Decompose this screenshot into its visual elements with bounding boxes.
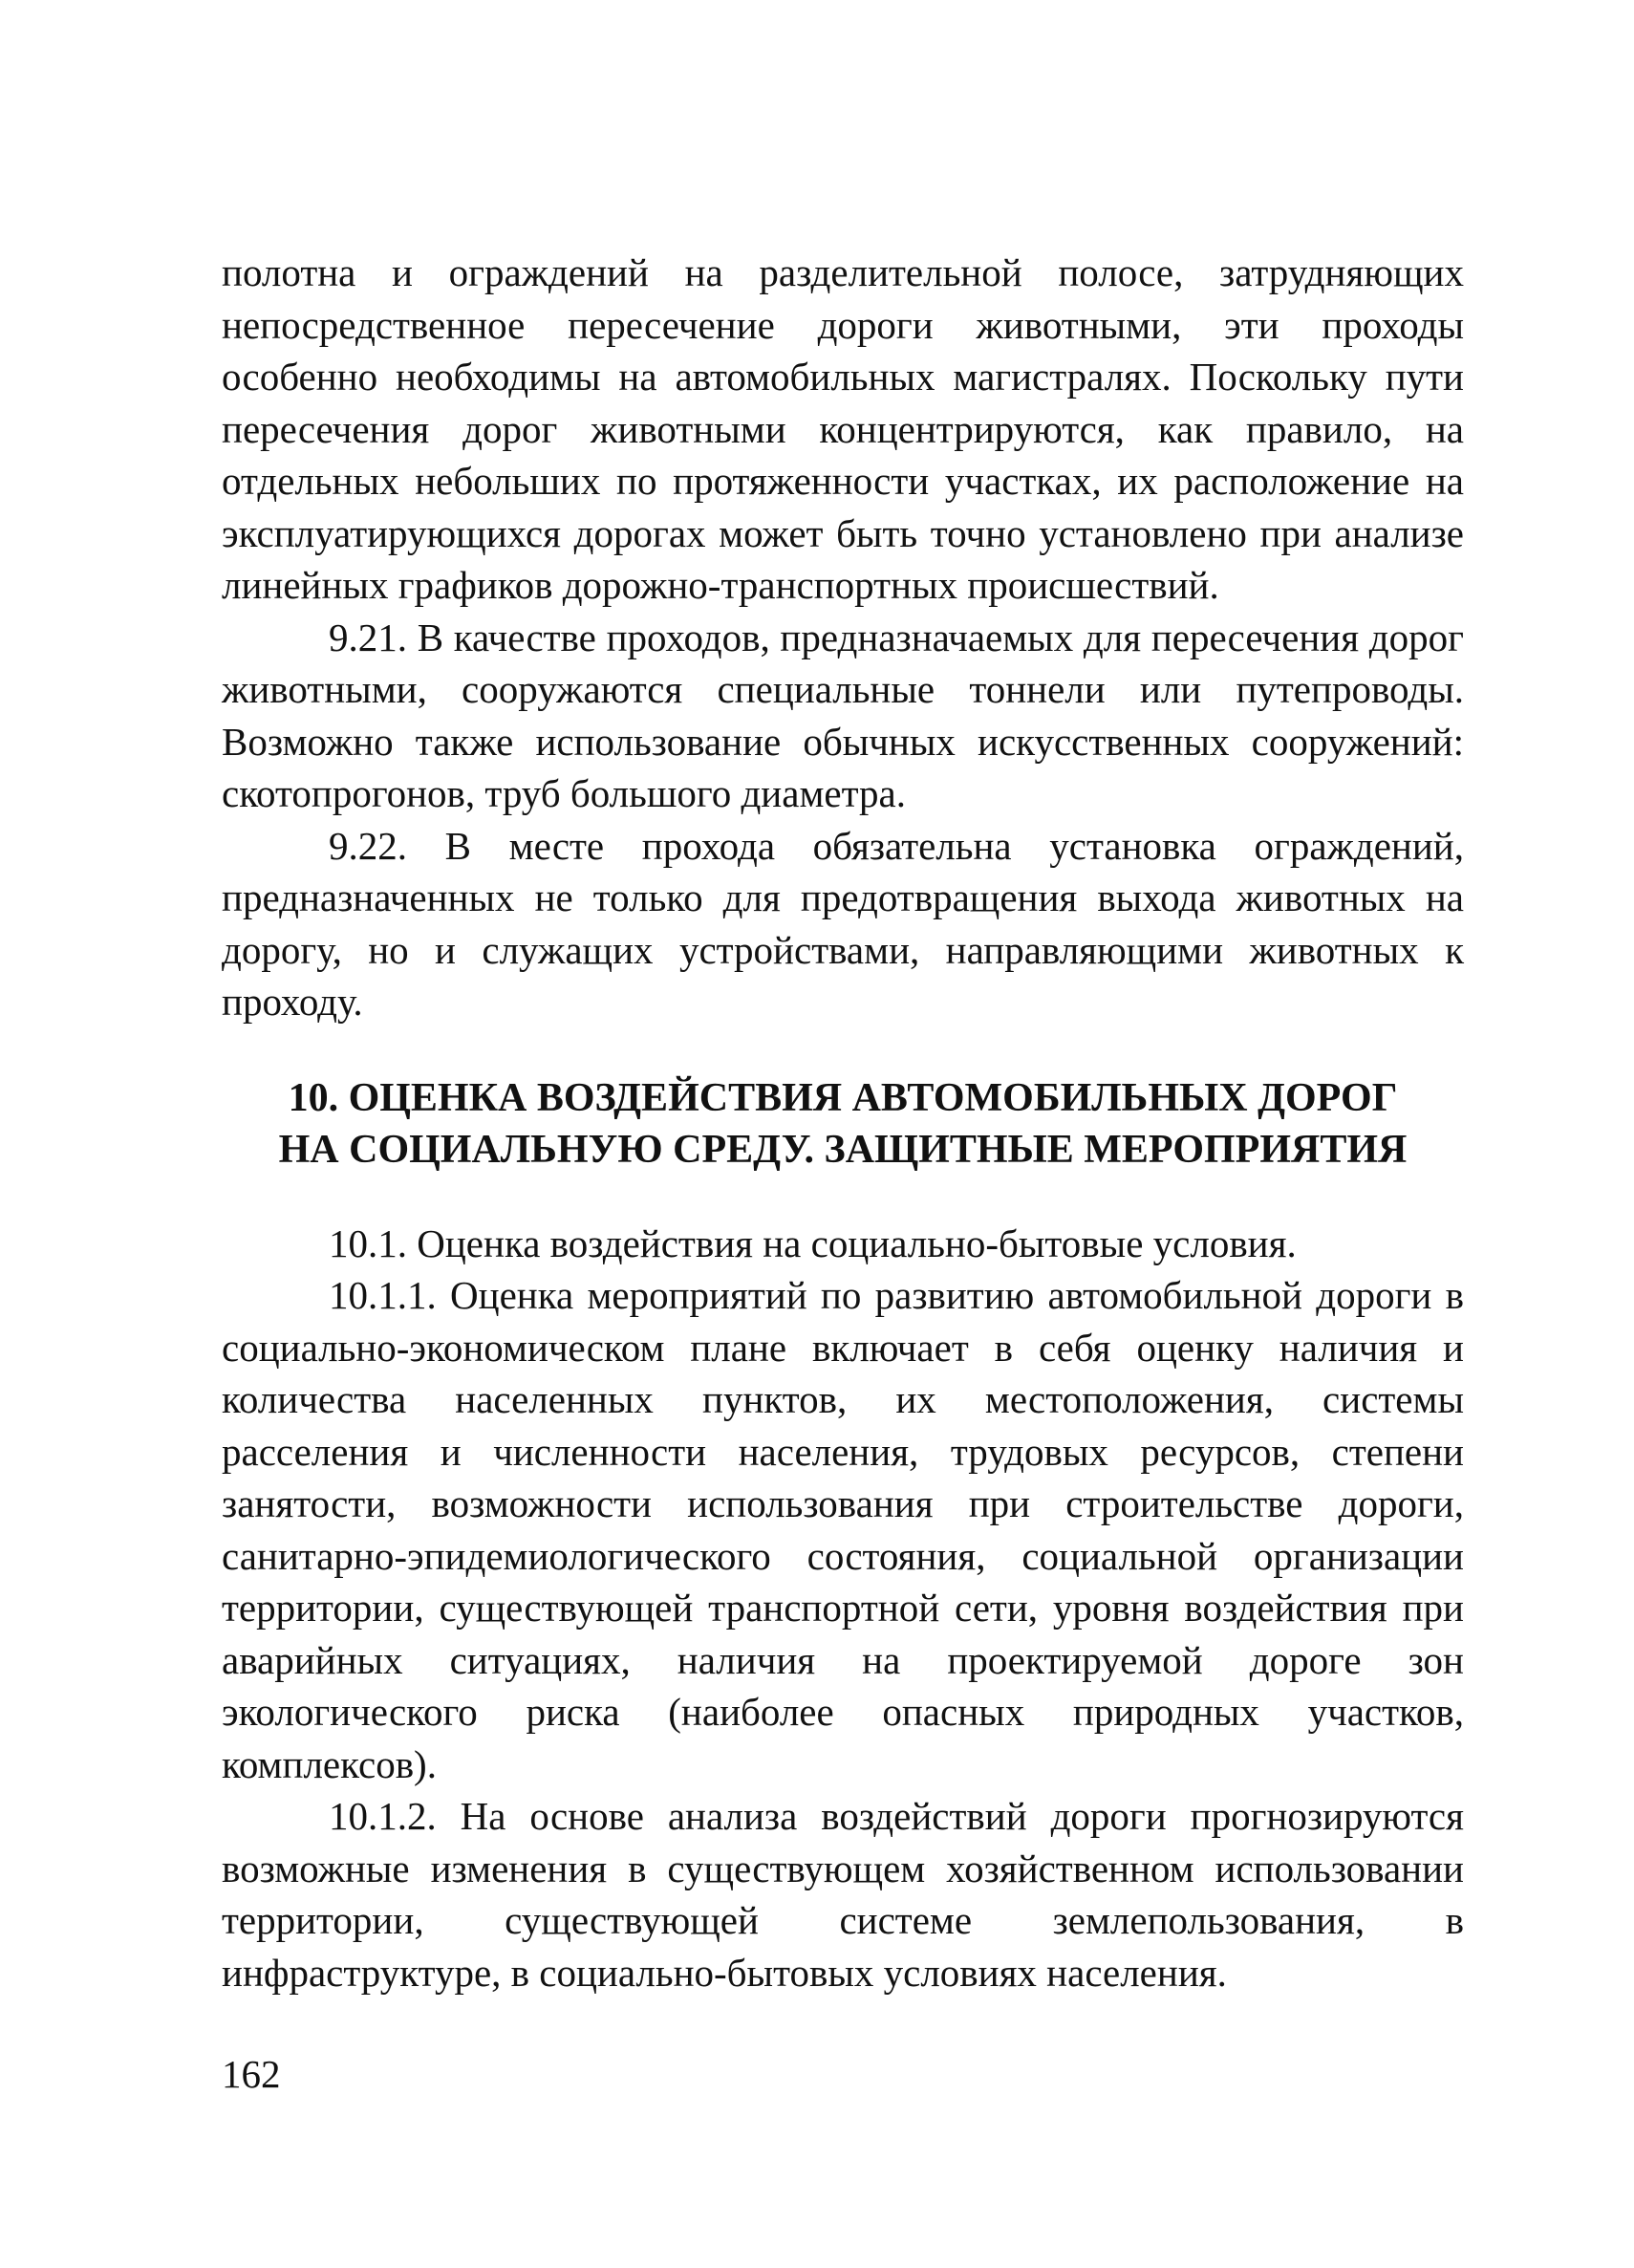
paragraph-continuation: полотна и ограждений на разделительной полосе, затрудняющих непосредственное пересечение дороги животными, эти проходы особенно необходимы на автомобильных магистралях. Поскольку пути пересечения дорог животными концентрируются, как правило, на отдельных небольших по протяженности участках, их расположение на эксплуатирующихся дорогах может быть точно установлено при анализе линейных графиков дорожно-транспортных происшествий. [222, 250, 1464, 607]
paragraph-10-1-2: 10.1.2. На основе анализа воздействий дороги прогнозируются возможные изменения в существующем хозяйственном использовании территории, существующей системе землепользования, в инфраструктуре, в социально-бытовых условиях населения. [222, 1794, 1464, 1995]
paragraph-10-1-1: 10.1.1. Оценка мероприятий по развитию автомобильной дороги в социально-экономическом плане включает в себя оценку наличия и количества населенных пунктов, их местоположения, системы расселения и численности населения, трудовых ресурсов, степени занятости, возможности использования при строительстве дороги, санитарно-эпидемиологического состояния, социальной организации территории, существующей транспортной сети, уровня воздействия при аварийных ситуациях, наличия на проектируемой дороге зон экологического риска (наиболее опасных природных участков, комплексов). [222, 1273, 1464, 1786]
section-heading-line-2: НА СОЦИАЛЬНУЮ СРЕДУ. ЗАЩИТНЫЕ МЕРОПРИЯТИЯ [278, 1127, 1408, 1172]
body-text [222, 247, 1464, 1998]
paragraph-9-21: 9.21. В качестве проходов, предназначаемых для пересечения дорог животными, сооружаются специальные тоннели или путепроводы. Возможно также использование обычных искусственных сооружений: скотопрогонов, труб большого диаметра. [222, 615, 1464, 815]
section-heading-line-1: 10. ОЦЕНКА ВОЗДЕЙСТВИЯ АВТОМОБИЛЬНЫХ ДОРОГ [288, 1075, 1398, 1120]
paragraph-9-22: 9.22. В месте прохода обязательна установка ограждений, предназначенных не только для предотвращения выхода животных на дорогу, но и служащих устройствами, направляющими животных к проходу. [222, 823, 1464, 1024]
section-heading [222, 1072, 1464, 1176]
paragraph-10-1: 10.1. Оценка воздействия на социально-бытовые условия. [329, 1220, 1297, 1265]
page-number: 162 [222, 2052, 281, 2096]
